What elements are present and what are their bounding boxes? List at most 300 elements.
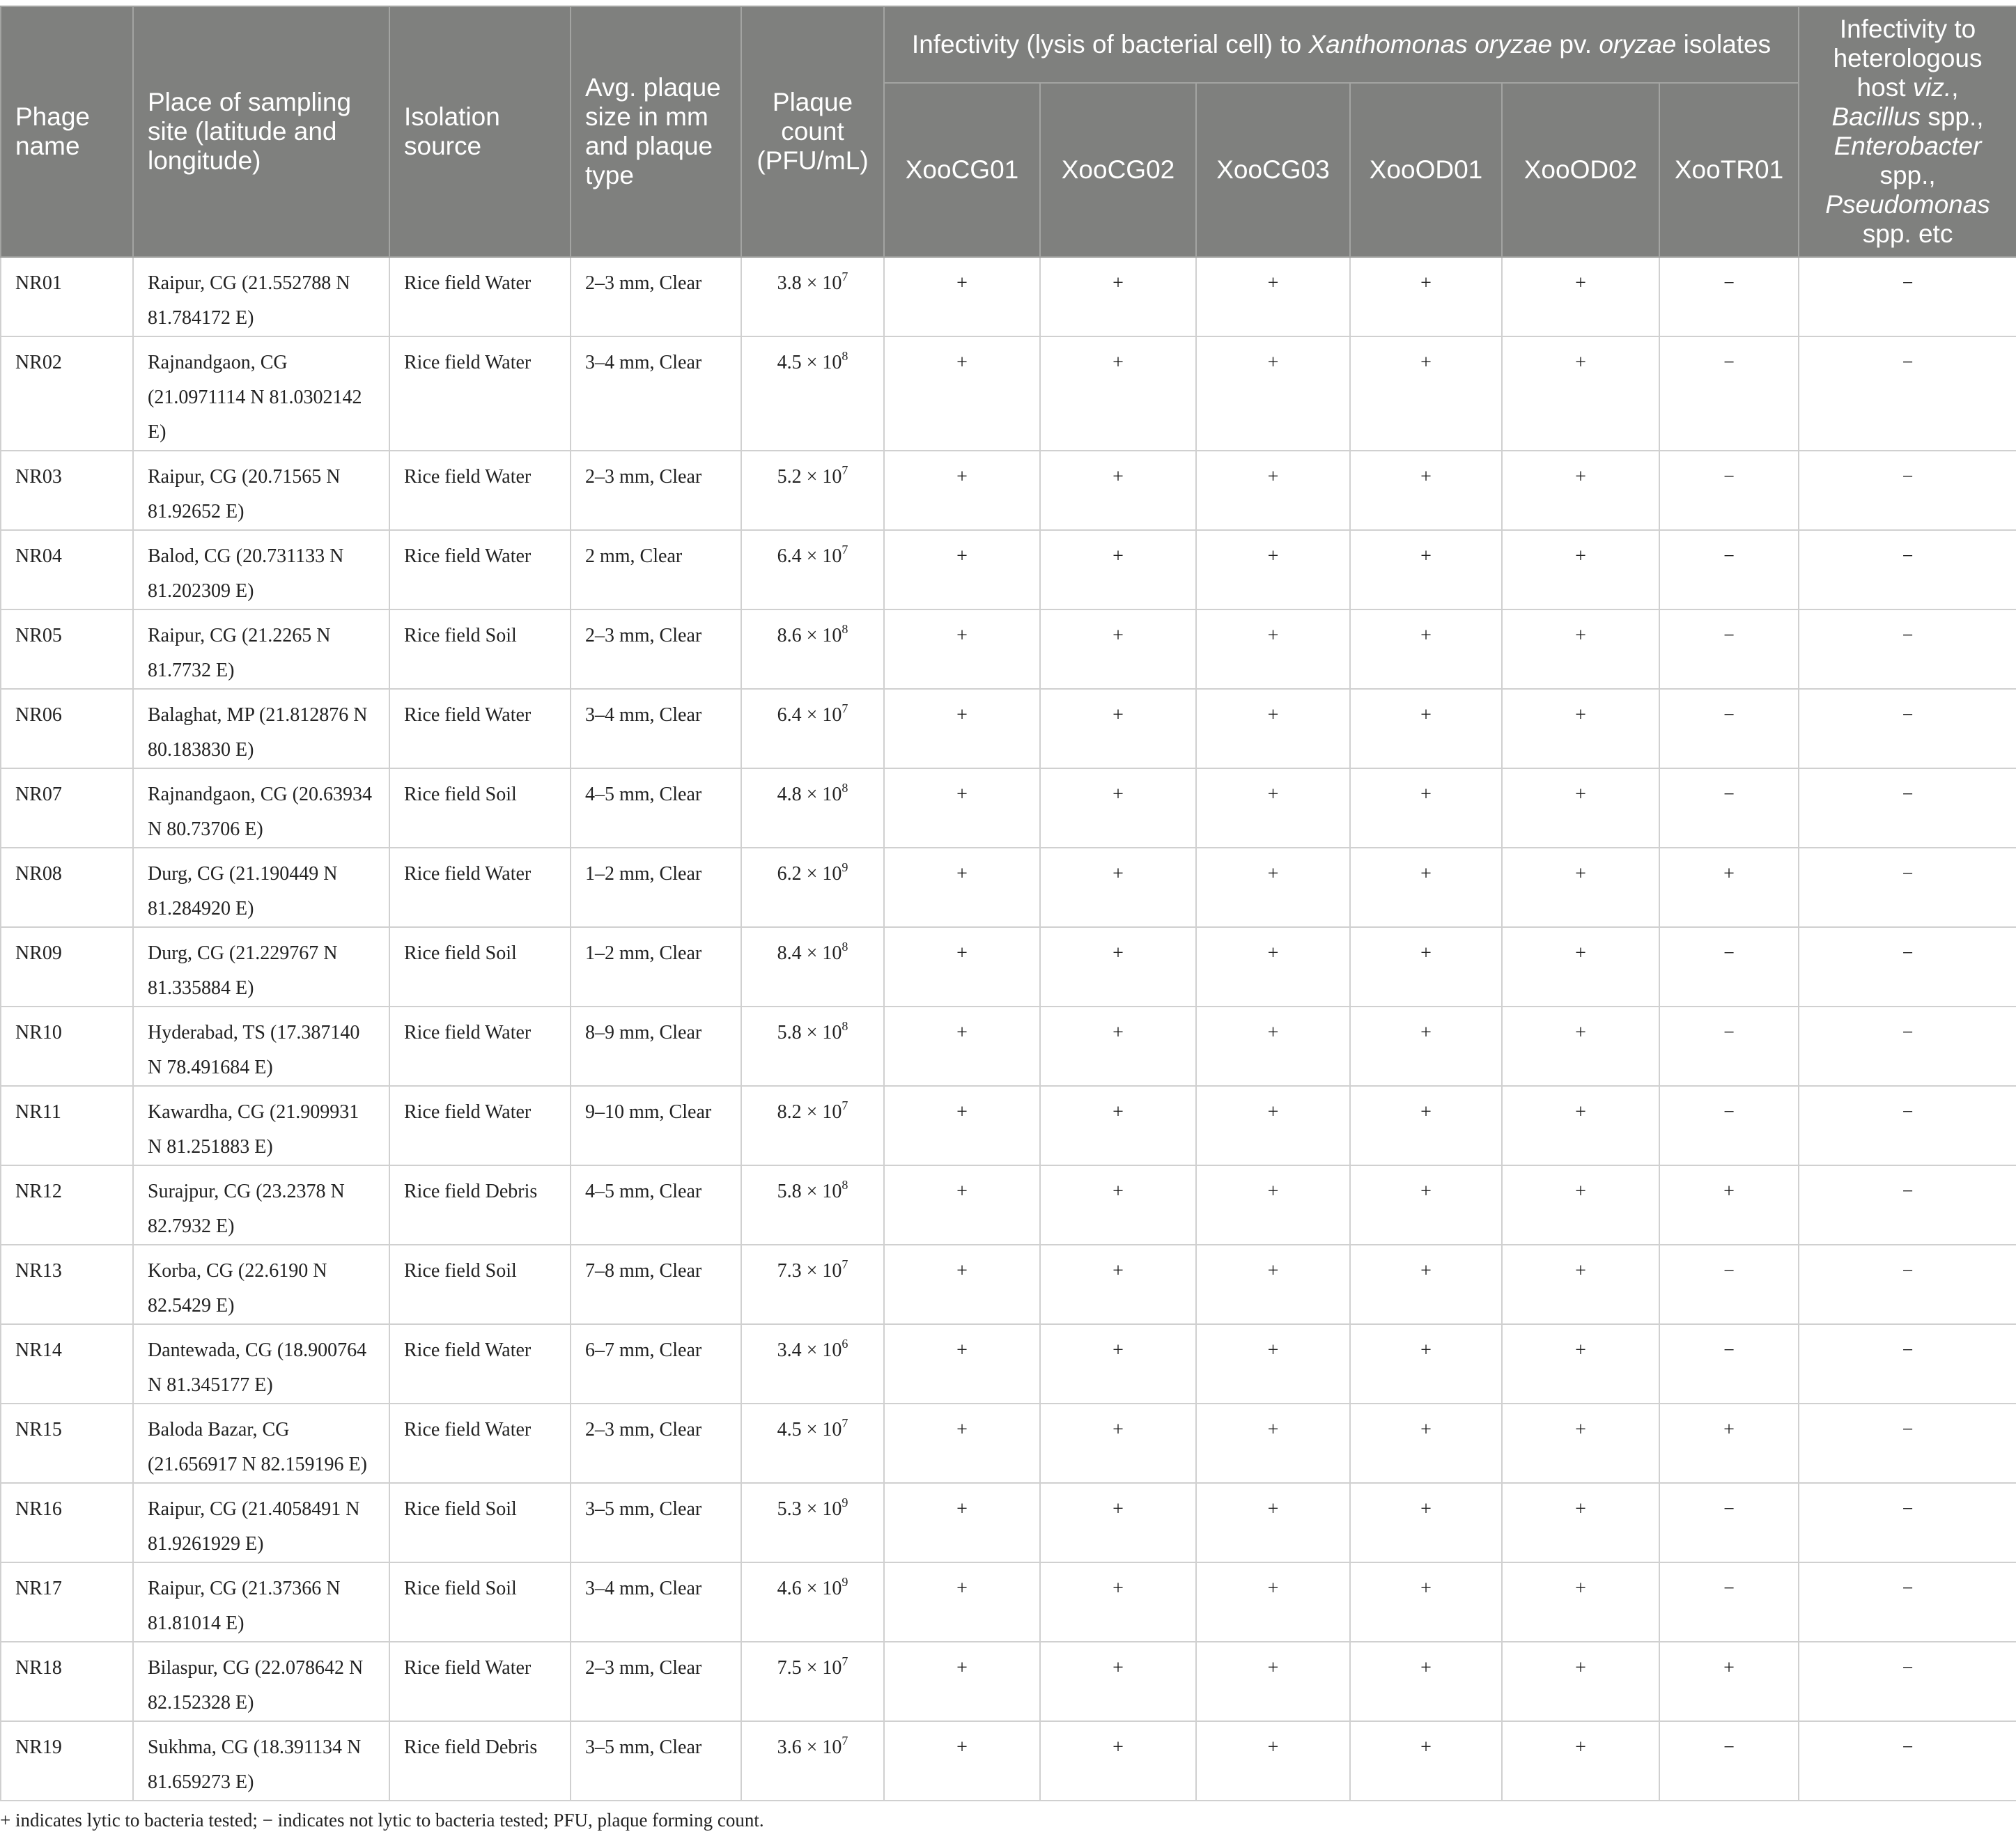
cell-plaque-count bbox=[741, 1007, 884, 1086]
cell-phage-name: NR16 bbox=[1, 1483, 133, 1562]
cell-phage-name: NR04 bbox=[1, 530, 133, 609]
cell-lysis: + bbox=[1196, 927, 1350, 1007]
cell-lysis: + bbox=[1040, 1721, 1196, 1801]
plaque-count-base: 5.8 × 10 bbox=[777, 1022, 842, 1043]
plaque-count-base: 6.2 × 10 bbox=[777, 863, 842, 885]
header-isolate: XooCG03 bbox=[1196, 83, 1350, 257]
cell-plaque-size: 3–4 mm, Clear bbox=[571, 336, 741, 451]
cell-place: Raipur, CG (21.4058491 N 81.9261929 E) bbox=[133, 1483, 389, 1562]
cell-lysis: + bbox=[1502, 451, 1659, 530]
cell-lysis: + bbox=[884, 1562, 1040, 1642]
cell-lysis: + bbox=[1196, 1642, 1350, 1721]
cell-lysis: + bbox=[1350, 1007, 1502, 1086]
cell-lysis: + bbox=[1350, 1404, 1502, 1483]
header-place: Place of sampling site (latitude and longitude) bbox=[133, 6, 389, 257]
cell-place: Raipur, CG (21.2265 N 81.7732 E) bbox=[133, 609, 389, 689]
cell-heterologous: − bbox=[1799, 1642, 2016, 1721]
cell-place: Surajpur, CG (23.2378 N 82.7932 E) bbox=[133, 1165, 389, 1245]
cell-plaque-size: 2–3 mm, Clear bbox=[571, 451, 741, 530]
cell-lysis: − bbox=[1659, 1562, 1799, 1642]
cell-plaque-size: 3–5 mm, Clear bbox=[571, 1483, 741, 1562]
cell-heterologous: − bbox=[1799, 1245, 2016, 1324]
cell-lysis: + bbox=[1196, 1086, 1350, 1165]
plaque-count-exponent: 8 bbox=[842, 939, 848, 954]
cell-phage-name: NR12 bbox=[1, 1165, 133, 1245]
cell-place: Sukhma, CG (18.391134 N 81.659273 E) bbox=[133, 1721, 389, 1801]
cell-lysis: + bbox=[884, 1483, 1040, 1562]
cell-lysis: + bbox=[1040, 336, 1196, 451]
cell-lysis: + bbox=[1502, 927, 1659, 1007]
cell-heterologous: − bbox=[1799, 1404, 2016, 1483]
plaque-count-base: 5.2 × 10 bbox=[777, 466, 842, 488]
cell-lysis: + bbox=[1659, 1404, 1799, 1483]
cell-heterologous: − bbox=[1799, 336, 2016, 451]
cell-plaque-count bbox=[741, 530, 884, 609]
cell-plaque-count bbox=[741, 848, 884, 927]
cell-heterologous: − bbox=[1799, 927, 2016, 1007]
header-isolation-source: Isolation source bbox=[389, 6, 571, 257]
cell-heterologous: − bbox=[1799, 1562, 2016, 1642]
cell-lysis: + bbox=[1350, 530, 1502, 609]
plaque-count-base: 8.2 × 10 bbox=[777, 1101, 842, 1123]
cell-plaque-count bbox=[741, 1721, 884, 1801]
cell-isolation-source: Rice field Soil bbox=[389, 609, 571, 689]
table-row bbox=[1, 689, 2016, 768]
cell-lysis: + bbox=[1196, 609, 1350, 689]
cell-lysis: + bbox=[1040, 927, 1196, 1007]
table-row bbox=[1, 451, 2016, 530]
plaque-count-exponent: 8 bbox=[842, 1177, 848, 1192]
cell-plaque-size: 2–3 mm, Clear bbox=[571, 257, 741, 336]
cell-lysis: + bbox=[884, 1642, 1040, 1721]
cell-lysis: + bbox=[1040, 1642, 1196, 1721]
cell-phage-name: NR07 bbox=[1, 768, 133, 848]
cell-heterologous: − bbox=[1799, 689, 2016, 768]
table-row bbox=[1, 1721, 2016, 1801]
plaque-count-base: 3.8 × 10 bbox=[777, 272, 842, 294]
table-row bbox=[1, 257, 2016, 336]
table-row bbox=[1, 1165, 2016, 1245]
cell-plaque-size: 3–4 mm, Clear bbox=[571, 689, 741, 768]
cell-heterologous: − bbox=[1799, 451, 2016, 530]
phage-table bbox=[0, 6, 2016, 1801]
cell-lysis: + bbox=[1502, 530, 1659, 609]
cell-place: Hyderabad, TS (17.387140 N 78.491684 E) bbox=[133, 1007, 389, 1086]
cell-lysis: + bbox=[1350, 848, 1502, 927]
table-header bbox=[1, 6, 2016, 257]
cell-isolation-source: Rice field Debris bbox=[389, 1721, 571, 1801]
cell-lysis: + bbox=[1040, 1562, 1196, 1642]
plaque-count-base: 5.3 × 10 bbox=[777, 1498, 842, 1520]
table-row bbox=[1, 336, 2016, 451]
cell-lysis: + bbox=[1040, 1404, 1196, 1483]
plaque-count-base: 4.6 × 10 bbox=[777, 1578, 842, 1599]
cell-phage-name: NR11 bbox=[1, 1086, 133, 1165]
cell-isolation-source: Rice field Water bbox=[389, 848, 571, 927]
cell-isolation-source: Rice field Water bbox=[389, 689, 571, 768]
cell-place: Balaghat, MP (21.812876 N 80.183830 E) bbox=[133, 689, 389, 768]
cell-lysis: + bbox=[1502, 1562, 1659, 1642]
cell-plaque-count bbox=[741, 1483, 884, 1562]
plaque-count-base: 8.6 × 10 bbox=[777, 625, 842, 646]
cell-plaque-size: 4–5 mm, Clear bbox=[571, 1165, 741, 1245]
cell-phage-name: NR01 bbox=[1, 257, 133, 336]
plaque-count-exponent: 8 bbox=[842, 1018, 848, 1033]
cell-lysis: + bbox=[1040, 1324, 1196, 1404]
cell-isolation-source: Rice field Water bbox=[389, 451, 571, 530]
cell-lysis: + bbox=[1040, 689, 1196, 768]
cell-lysis: + bbox=[1502, 257, 1659, 336]
cell-place: Baloda Bazar, CG (21.656917 N 82.159196 E) bbox=[133, 1404, 389, 1483]
cell-lysis: − bbox=[1659, 1245, 1799, 1324]
table-row bbox=[1, 1086, 2016, 1165]
header-isolate: XooOD02 bbox=[1502, 83, 1659, 257]
cell-lysis: + bbox=[1350, 1086, 1502, 1165]
plaque-count-base: 3.4 × 10 bbox=[777, 1339, 842, 1361]
cell-plaque-count bbox=[741, 927, 884, 1007]
cell-lysis: + bbox=[1502, 848, 1659, 927]
cell-lysis: + bbox=[1040, 848, 1196, 927]
cell-lysis: − bbox=[1659, 927, 1799, 1007]
cell-place: Raipur, CG (21.552788 N 81.784172 E) bbox=[133, 257, 389, 336]
cell-lysis: + bbox=[1040, 1086, 1196, 1165]
plaque-count-exponent: 9 bbox=[842, 860, 848, 874]
cell-lysis: + bbox=[1350, 927, 1502, 1007]
cell-lysis: + bbox=[1196, 768, 1350, 848]
cell-plaque-count bbox=[741, 257, 884, 336]
cell-lysis: − bbox=[1659, 689, 1799, 768]
cell-isolation-source: Rice field Water bbox=[389, 336, 571, 451]
cell-place: Balod, CG (20.731133 N 81.202309 E) bbox=[133, 530, 389, 609]
cell-lysis: − bbox=[1659, 530, 1799, 609]
cell-lysis: + bbox=[1196, 1483, 1350, 1562]
cell-lysis: − bbox=[1659, 336, 1799, 451]
cell-lysis: + bbox=[1040, 257, 1196, 336]
cell-plaque-size: 2–3 mm, Clear bbox=[571, 1642, 741, 1721]
cell-place: Rajnandgaon, CG (20.63934 N 80.73706 E) bbox=[133, 768, 389, 848]
plaque-count-exponent: 8 bbox=[842, 780, 848, 795]
plaque-count-exponent: 7 bbox=[842, 269, 848, 283]
cell-place: Durg, CG (21.190449 N 81.284920 E) bbox=[133, 848, 389, 927]
cell-lysis: − bbox=[1659, 451, 1799, 530]
cell-lysis: + bbox=[884, 609, 1040, 689]
cell-plaque-count bbox=[741, 609, 884, 689]
table-row bbox=[1, 1324, 2016, 1404]
cell-isolation-source: Rice field Soil bbox=[389, 1245, 571, 1324]
cell-isolation-source: Rice field Water bbox=[389, 1642, 571, 1721]
cell-lysis: + bbox=[884, 848, 1040, 927]
plaque-count-exponent: 9 bbox=[842, 1495, 848, 1509]
plaque-count-exponent: 7 bbox=[842, 1654, 848, 1668]
plaque-count-base: 4.5 × 10 bbox=[777, 352, 842, 373]
header-isolate: XooCG01 bbox=[884, 83, 1040, 257]
cell-lysis: + bbox=[1040, 609, 1196, 689]
cell-lysis: + bbox=[1040, 1245, 1196, 1324]
cell-place: Raipur, CG (20.71565 N 81.92652 E) bbox=[133, 451, 389, 530]
cell-place: Dantewada, CG (18.900764 N 81.345177 E) bbox=[133, 1324, 389, 1404]
cell-plaque-size: 8–9 mm, Clear bbox=[571, 1007, 741, 1086]
cell-place: Rajnandgaon, CG (21.0971114 N 81.0302142 E) bbox=[133, 336, 389, 451]
plaque-count-exponent: 7 bbox=[842, 1733, 848, 1748]
cell-isolation-source: Rice field Debris bbox=[389, 1165, 571, 1245]
cell-lysis: + bbox=[1502, 1721, 1659, 1801]
cell-phage-name: NR15 bbox=[1, 1404, 133, 1483]
plaque-count-base: 6.4 × 10 bbox=[777, 545, 842, 567]
table-row bbox=[1, 1642, 2016, 1721]
cell-plaque-count bbox=[741, 1404, 884, 1483]
cell-plaque-size: 7–8 mm, Clear bbox=[571, 1245, 741, 1324]
cell-lysis: − bbox=[1659, 1721, 1799, 1801]
cell-lysis: + bbox=[884, 1324, 1040, 1404]
cell-phage-name: NR19 bbox=[1, 1721, 133, 1801]
cell-lysis: + bbox=[1502, 1404, 1659, 1483]
cell-isolation-source: Rice field Water bbox=[389, 1086, 571, 1165]
cell-lysis: + bbox=[1040, 1483, 1196, 1562]
cell-lysis: + bbox=[1040, 768, 1196, 848]
table-row bbox=[1, 609, 2016, 689]
cell-phage-name: NR13 bbox=[1, 1245, 133, 1324]
cell-plaque-count bbox=[741, 1324, 884, 1404]
plaque-count-exponent: 6 bbox=[842, 1336, 848, 1351]
plaque-count-base: 6.4 × 10 bbox=[777, 704, 842, 726]
cell-plaque-count bbox=[741, 451, 884, 530]
table-row bbox=[1, 927, 2016, 1007]
cell-plaque-size: 1–2 mm, Clear bbox=[571, 927, 741, 1007]
cell-lysis: + bbox=[1502, 609, 1659, 689]
cell-heterologous: − bbox=[1799, 1483, 2016, 1562]
header-heterologous-host: Infectivity to heterologous host viz., Bacillus spp., Enterobacter spp., Pseudomonas spp. etc bbox=[1799, 6, 2016, 257]
cell-lysis: + bbox=[1350, 768, 1502, 848]
cell-lysis: + bbox=[884, 1165, 1040, 1245]
cell-heterologous: − bbox=[1799, 530, 2016, 609]
cell-heterologous: − bbox=[1799, 848, 2016, 927]
cell-lysis: + bbox=[1196, 1007, 1350, 1086]
cell-isolation-source: Rice field Water bbox=[389, 1007, 571, 1086]
cell-lysis: − bbox=[1659, 257, 1799, 336]
cell-lysis: + bbox=[1350, 1165, 1502, 1245]
cell-plaque-count bbox=[741, 1086, 884, 1165]
cell-lysis: + bbox=[884, 257, 1040, 336]
plaque-count-exponent: 7 bbox=[842, 701, 848, 715]
header-plaque-count: Plaque count (PFU/mL) bbox=[741, 6, 884, 257]
cell-isolation-source: Rice field Soil bbox=[389, 768, 571, 848]
table-body bbox=[1, 257, 2016, 1801]
cell-isolation-source: Rice field Water bbox=[389, 1324, 571, 1404]
cell-plaque-size: 4–5 mm, Clear bbox=[571, 768, 741, 848]
cell-lysis: + bbox=[1659, 1642, 1799, 1721]
cell-plaque-count bbox=[741, 1642, 884, 1721]
table-row bbox=[1, 1483, 2016, 1562]
cell-lysis: + bbox=[1350, 257, 1502, 336]
cell-lysis: + bbox=[1196, 848, 1350, 927]
header-plaque-size: Avg. plaque size in mm and plaque type bbox=[571, 6, 741, 257]
cell-lysis: + bbox=[1350, 1324, 1502, 1404]
cell-plaque-size: 2 mm, Clear bbox=[571, 530, 741, 609]
cell-heterologous: − bbox=[1799, 1721, 2016, 1801]
cell-heterologous: − bbox=[1799, 768, 2016, 848]
cell-lysis: + bbox=[884, 1245, 1040, 1324]
cell-lysis: + bbox=[884, 1007, 1040, 1086]
cell-plaque-count bbox=[741, 1245, 884, 1324]
cell-lysis: + bbox=[1350, 1721, 1502, 1801]
cell-lysis: + bbox=[1040, 1165, 1196, 1245]
cell-plaque-count bbox=[741, 689, 884, 768]
cell-lysis: + bbox=[884, 1086, 1040, 1165]
table-row bbox=[1, 1562, 2016, 1642]
cell-plaque-count bbox=[741, 336, 884, 451]
cell-plaque-size: 2–3 mm, Clear bbox=[571, 1404, 741, 1483]
cell-lysis: + bbox=[1350, 1483, 1502, 1562]
plaque-count-exponent: 7 bbox=[842, 1098, 848, 1112]
cell-lysis: − bbox=[1659, 768, 1799, 848]
header-isolate: XooCG02 bbox=[1040, 83, 1196, 257]
cell-phage-name: NR09 bbox=[1, 927, 133, 1007]
cell-phage-name: NR14 bbox=[1, 1324, 133, 1404]
plaque-count-base: 8.4 × 10 bbox=[777, 942, 842, 964]
cell-lysis: + bbox=[1350, 336, 1502, 451]
cell-isolation-source: Rice field Soil bbox=[389, 1562, 571, 1642]
plaque-count-exponent: 9 bbox=[842, 1574, 848, 1589]
cell-lysis: + bbox=[1502, 1165, 1659, 1245]
cell-plaque-size: 6–7 mm, Clear bbox=[571, 1324, 741, 1404]
cell-heterologous: − bbox=[1799, 1086, 2016, 1165]
cell-plaque-size: 1–2 mm, Clear bbox=[571, 848, 741, 927]
cell-lysis: + bbox=[1502, 1324, 1659, 1404]
cell-lysis: + bbox=[1502, 1245, 1659, 1324]
cell-lysis: + bbox=[1196, 1562, 1350, 1642]
plaque-count-exponent: 7 bbox=[842, 463, 848, 477]
cell-lysis: + bbox=[1196, 530, 1350, 609]
cell-lysis: + bbox=[884, 689, 1040, 768]
cell-lysis: + bbox=[1196, 1404, 1350, 1483]
cell-lysis: + bbox=[1196, 1324, 1350, 1404]
cell-lysis: + bbox=[1502, 1483, 1659, 1562]
table-row bbox=[1, 1404, 2016, 1483]
cell-isolation-source: Rice field Soil bbox=[389, 927, 571, 1007]
plaque-count-base: 7.3 × 10 bbox=[777, 1260, 842, 1282]
cell-heterologous: − bbox=[1799, 1007, 2016, 1086]
cell-lysis: − bbox=[1659, 1483, 1799, 1562]
cell-lysis: − bbox=[1659, 1086, 1799, 1165]
cell-lysis: + bbox=[1196, 689, 1350, 768]
cell-phage-name: NR06 bbox=[1, 689, 133, 768]
cell-plaque-size: 3–4 mm, Clear bbox=[571, 1562, 741, 1642]
cell-place: Korba, CG (22.6190 N 82.5429 E) bbox=[133, 1245, 389, 1324]
cell-lysis: + bbox=[1350, 1562, 1502, 1642]
cell-lysis: + bbox=[1350, 689, 1502, 768]
cell-lysis: + bbox=[884, 768, 1040, 848]
cell-phage-name: NR08 bbox=[1, 848, 133, 927]
cell-phage-name: NR18 bbox=[1, 1642, 133, 1721]
cell-heterologous: − bbox=[1799, 609, 2016, 689]
table-row bbox=[1, 768, 2016, 848]
cell-lysis: + bbox=[1196, 1721, 1350, 1801]
plaque-count-base: 4.8 × 10 bbox=[777, 784, 842, 805]
plaque-count-base: 4.5 × 10 bbox=[777, 1419, 842, 1440]
table-row bbox=[1, 1245, 2016, 1324]
cell-isolation-source: Rice field Water bbox=[389, 257, 571, 336]
plaque-count-exponent: 7 bbox=[842, 1257, 848, 1271]
cell-lysis: + bbox=[1196, 1165, 1350, 1245]
cell-place: Durg, CG (21.229767 N 81.335884 E) bbox=[133, 927, 389, 1007]
plaque-count-exponent: 8 bbox=[842, 621, 848, 636]
cell-heterologous: − bbox=[1799, 1165, 2016, 1245]
cell-lysis: + bbox=[1350, 1245, 1502, 1324]
cell-lysis: + bbox=[1502, 1642, 1659, 1721]
cell-lysis: + bbox=[884, 530, 1040, 609]
cell-lysis: − bbox=[1659, 1324, 1799, 1404]
header-infectivity-group: Infectivity (lysis of bacterial cell) to Xanthomonas oryzae pv. oryzae isolates bbox=[884, 6, 1799, 83]
cell-plaque-count bbox=[741, 1165, 884, 1245]
cell-lysis: + bbox=[1502, 336, 1659, 451]
cell-isolation-source: Rice field Soil bbox=[389, 1483, 571, 1562]
table-row bbox=[1, 1007, 2016, 1086]
cell-phage-name: NR03 bbox=[1, 451, 133, 530]
cell-lysis: + bbox=[1350, 609, 1502, 689]
cell-lysis: + bbox=[1196, 451, 1350, 530]
header-isolate: XooOD01 bbox=[1350, 83, 1502, 257]
cell-plaque-size: 3–5 mm, Clear bbox=[571, 1721, 741, 1801]
cell-isolation-source: Rice field Water bbox=[389, 530, 571, 609]
table-row bbox=[1, 848, 2016, 927]
plaque-count-exponent: 7 bbox=[842, 1415, 848, 1430]
cell-lysis: + bbox=[884, 451, 1040, 530]
cell-lysis: − bbox=[1659, 1007, 1799, 1086]
cell-plaque-size: 2–3 mm, Clear bbox=[571, 609, 741, 689]
header-phage-name: Phage name bbox=[1, 6, 133, 257]
plaque-count-base: 3.6 × 10 bbox=[777, 1737, 842, 1758]
cell-lysis: + bbox=[1502, 768, 1659, 848]
cell-phage-name: NR02 bbox=[1, 336, 133, 451]
plaque-count-exponent: 7 bbox=[842, 542, 848, 557]
cell-place: Kawardha, CG (21.909931 N 81.251883 E) bbox=[133, 1086, 389, 1165]
cell-lysis: + bbox=[1502, 1086, 1659, 1165]
cell-lysis: + bbox=[1040, 1007, 1196, 1086]
cell-lysis: + bbox=[1196, 257, 1350, 336]
cell-plaque-size: 9–10 mm, Clear bbox=[571, 1086, 741, 1165]
cell-plaque-count bbox=[741, 1562, 884, 1642]
cell-lysis: + bbox=[884, 927, 1040, 1007]
cell-place: Bilaspur, CG (22.078642 N 82.152328 E) bbox=[133, 1642, 389, 1721]
table-footnote: + indicates lytic to bacteria tested; − indicates not lytic to bacteria tested; PFU, plaque forming count. bbox=[0, 1810, 764, 1831]
cell-phage-name: NR17 bbox=[1, 1562, 133, 1642]
plaque-count-base: 7.5 × 10 bbox=[777, 1657, 842, 1679]
cell-phage-name: NR10 bbox=[1, 1007, 133, 1086]
plaque-count-base: 5.8 × 10 bbox=[777, 1181, 842, 1202]
cell-lysis: + bbox=[884, 1404, 1040, 1483]
plaque-count-exponent: 8 bbox=[842, 348, 848, 363]
cell-lysis: + bbox=[1196, 1245, 1350, 1324]
cell-lysis: − bbox=[1659, 609, 1799, 689]
cell-lysis: + bbox=[1502, 1007, 1659, 1086]
cell-lysis: + bbox=[884, 336, 1040, 451]
cell-lysis: + bbox=[1659, 1165, 1799, 1245]
cell-lysis: + bbox=[1502, 689, 1659, 768]
cell-lysis: + bbox=[1040, 530, 1196, 609]
cell-lysis: + bbox=[1040, 451, 1196, 530]
cell-heterologous: − bbox=[1799, 257, 2016, 336]
cell-phage-name: NR05 bbox=[1, 609, 133, 689]
cell-lysis: + bbox=[1350, 451, 1502, 530]
cell-isolation-source: Rice field Water bbox=[389, 1404, 571, 1483]
cell-plaque-count bbox=[741, 768, 884, 848]
header-isolate: XooTR01 bbox=[1659, 83, 1799, 257]
cell-lysis: + bbox=[1196, 336, 1350, 451]
table-row bbox=[1, 530, 2016, 609]
cell-place: Raipur, CG (21.37366 N 81.81014 E) bbox=[133, 1562, 389, 1642]
cell-lysis: + bbox=[1659, 848, 1799, 927]
cell-lysis: + bbox=[884, 1721, 1040, 1801]
